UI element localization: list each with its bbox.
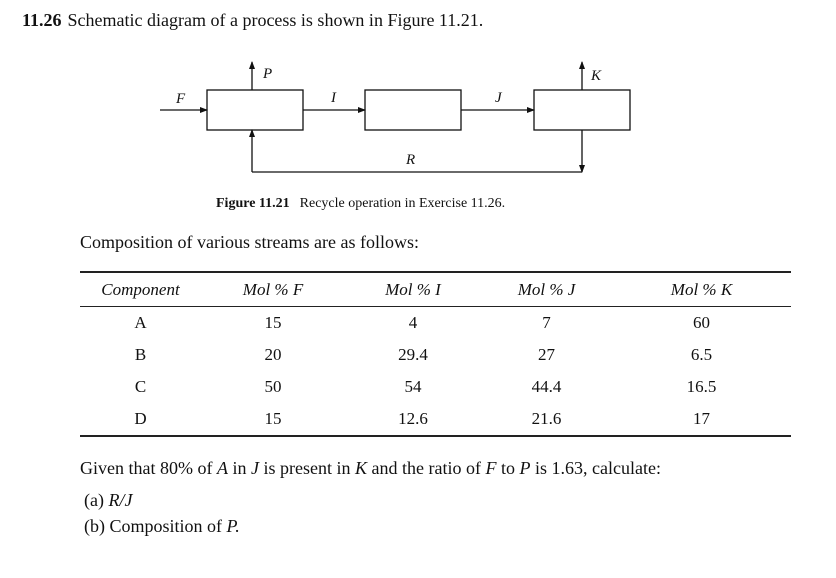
part-b-var: P.: [226, 516, 240, 536]
table-cell: A: [134, 313, 147, 332]
table-cell: D: [80, 403, 201, 436]
given-var-a: A: [216, 458, 228, 478]
given-text: in: [227, 458, 251, 478]
figure-caption-label: Figure 11.21: [216, 196, 290, 211]
given-var-f: F: [485, 458, 497, 478]
given-text: Given that 80% of: [80, 458, 217, 478]
table-cell: 15: [201, 403, 345, 436]
figure-caption: [216, 196, 505, 212]
unit-box-2: [365, 90, 461, 130]
intro-text: Composition of various streams are as follows:: [80, 232, 419, 252]
table-row: [80, 403, 791, 436]
col-header-component: Component: [80, 272, 201, 307]
table-cell: 16.5: [686, 377, 717, 396]
problem-statement: [22, 10, 483, 31]
col-header-mol-j: Mol % J: [481, 272, 612, 307]
table-cell: B: [134, 345, 147, 364]
col-header-mol-i: Mol % I: [345, 272, 481, 307]
unit-box-3: [534, 90, 630, 130]
table-row: [80, 307, 791, 340]
given-statement: [80, 458, 661, 479]
part-a-text: R/J: [108, 490, 133, 510]
table-cell: 60: [693, 313, 710, 332]
table-row: [80, 371, 791, 403]
table-cell: 44.4: [531, 377, 562, 396]
stream-k-label: K: [591, 68, 602, 84]
table-cell: 20: [264, 345, 282, 364]
table-cell: 4: [408, 313, 418, 332]
stream-i-label: I: [331, 90, 336, 106]
given-text: is present in: [258, 458, 355, 478]
table-cell: 54: [404, 377, 422, 396]
question-part-a: [84, 490, 132, 511]
given-text: is 1.63, calculate:: [530, 458, 661, 478]
part-b-text: Composition of: [109, 516, 227, 536]
part-a-label: (a): [84, 490, 104, 510]
figure-caption-text: Recycle operation in Exercise 11.26.: [299, 196, 506, 211]
stream-r-label: R: [406, 152, 416, 168]
given-var-k: K: [354, 458, 367, 478]
given-text: to: [496, 458, 520, 478]
composition-table: [80, 271, 791, 437]
table-cell: 27: [538, 345, 555, 364]
table-cell: 15: [264, 313, 282, 332]
given-var-p: P: [519, 458, 531, 478]
stream-p-label: P: [263, 66, 273, 82]
process-diagram: [150, 60, 650, 184]
col-header-mol-k: Mol % K: [612, 272, 791, 307]
table-cell: 50: [264, 377, 282, 396]
table-cell: C: [134, 377, 147, 396]
table-cell: 21.6: [481, 403, 612, 436]
table-row: [80, 339, 791, 371]
table-header-row: [80, 272, 791, 307]
given-text: and the ratio of: [367, 458, 486, 478]
stream-f-label: F: [176, 91, 186, 107]
part-b-label: (b): [84, 516, 105, 536]
unit-box-1: [207, 90, 303, 130]
table-cell: 7: [542, 313, 551, 332]
problem-number: 11.26: [22, 10, 62, 30]
given-var-j: J: [250, 458, 259, 478]
table-cell: 6.5: [690, 345, 713, 364]
table-cell: 29.4: [398, 345, 428, 364]
stream-j-label: J: [495, 90, 502, 106]
col-header-mol-f: Mol % F: [201, 272, 345, 307]
problem-text: Schematic diagram of a process is shown in Figure 11.21.: [67, 10, 484, 30]
table-cell: 12.6: [345, 403, 481, 436]
question-part-b: [84, 516, 240, 537]
table-cell: 17: [612, 403, 791, 436]
